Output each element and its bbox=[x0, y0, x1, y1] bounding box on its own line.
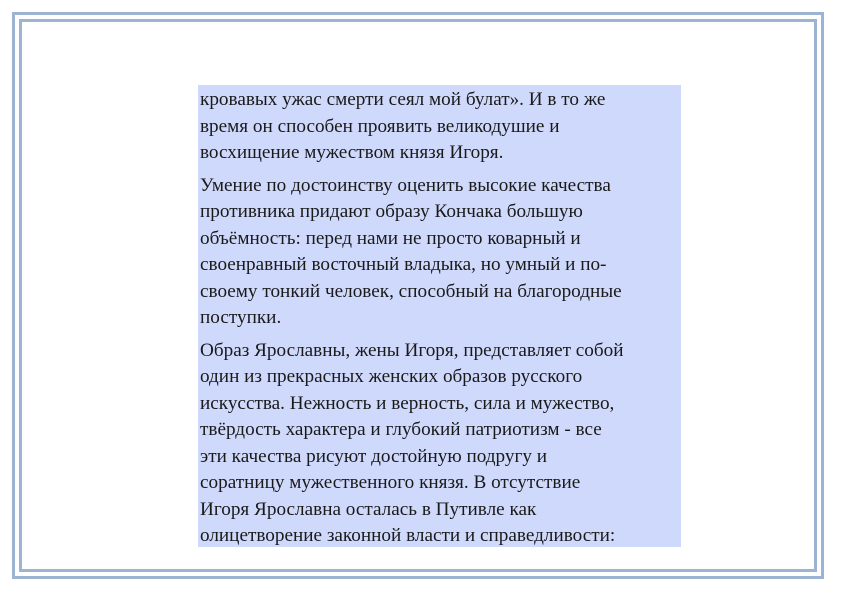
paragraph-konchak-image: Умение по достоинству оценить высокие качества противника придают образу Кончака большую объёмность: перед нами не просто коварный и своенравный восточный владыка, но умный и по- своему тонкий человек, способный на благородные поступки. bbox=[200, 174, 622, 328]
paragraph-yaroslavna: Образ Ярославны, жены Игоря, представляет собой один из прекрасных женских образов русского искусства. Нежность и верность, сила и мужество, твёрдость характера и глубокий патриотизм - все эти качества рисуют достойную подругу и соратницу мужественного князя. В отсутствие Игоря Ярославна осталась в Путивле как олицетворение законной власти и справедливости: bbox=[200, 339, 624, 546]
paragraph-konchak-quote: кровавых ужас смерти сеял мой булат». И в то же время он способен проявить великодушие и восхищение мужеством князя Игоря. bbox=[200, 89, 606, 163]
text-content-box bbox=[198, 85, 681, 547]
